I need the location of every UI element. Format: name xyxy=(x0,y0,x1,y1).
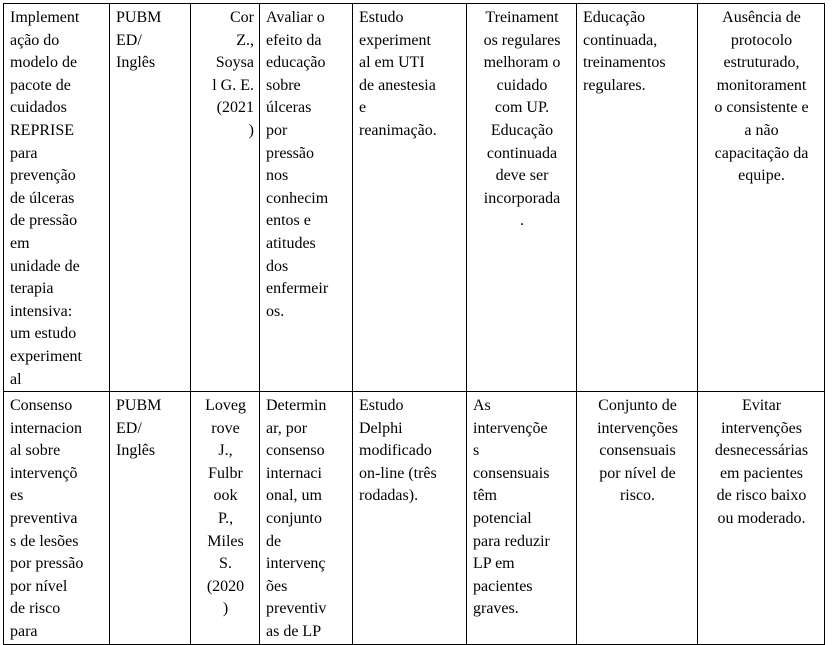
method-cell: Estudo Delphi modificado on-line (três rodadas). xyxy=(353,392,467,645)
database-cell: PUBM ED/ Inglês xyxy=(110,4,191,392)
studies-table xyxy=(3,3,825,645)
interventions-cell: Conjunto de intervenções consensuais por nível de risco. xyxy=(577,392,698,645)
gaps-cell: Ausência de protocolo estruturado, monitorament o consistente e a não capacitação da equipe. xyxy=(698,4,825,392)
objective-cell: Avaliar o efeito da educação sobre úlceras por pressão nos conhecim entos e atitudes dos enfermeir os. xyxy=(260,4,353,392)
authors-cell: Loveg rove J., Fulbr ook P., Miles S. (2020 ) xyxy=(191,392,260,645)
objective-cell: Determin ar, por consenso internaci onal, um conjunto de intervenç ões preventiv as de LP xyxy=(260,392,353,645)
database-cell: PUBM ED/ Inglês xyxy=(110,392,191,645)
method-cell: Estudo experiment al em UTI de anestesia e reanimação. xyxy=(353,4,467,392)
gaps-cell: Evitar intervenções desnecessárias em pacientes de risco baixo ou moderado. xyxy=(698,392,825,645)
study-title-cell: Implement ação do modelo de pacote de cuidados REPRISE para prevenção de úlceras de pressão em unidade de terapia intensiva: um estudo experiment al xyxy=(4,4,110,392)
interventions-cell: Educação continuada, treinamentos regulares. xyxy=(577,4,698,392)
table-row xyxy=(4,392,825,645)
table-row xyxy=(4,4,825,392)
results-cell: As intervençõe s consensuais têm potencial para reduzir LP em pacientes graves. xyxy=(467,392,577,645)
results-cell: Treinament os regulares melhoram o cuidado com UP. Educação continuada deve ser incorporada . xyxy=(467,4,577,392)
authors-cell: Cor Z., Soysa l G. E. (2021 ) xyxy=(191,4,260,392)
study-title-cell: Consenso internacion al sobre intervençõ es preventiva s de lesões por pressão por nível de risco para xyxy=(4,392,110,645)
